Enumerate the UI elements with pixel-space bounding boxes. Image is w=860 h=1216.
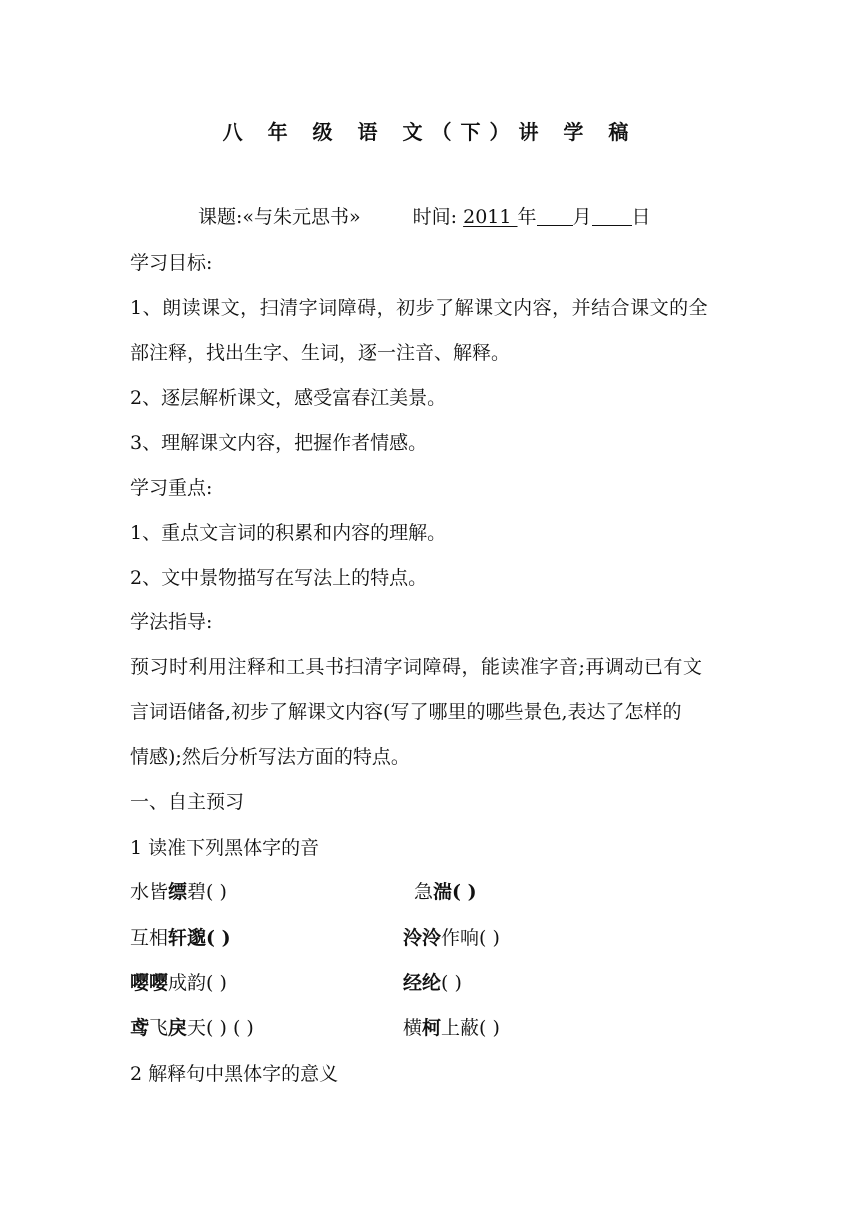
pronunciation-item: 经纶( ) xyxy=(403,972,462,994)
goals-heading: 学习目标: xyxy=(130,252,213,274)
pronunciation-item: 泠泠作响( ) xyxy=(403,927,500,949)
pronunciation-item: 横柯上蔽( ) xyxy=(403,1017,500,1039)
month-blank xyxy=(537,207,573,226)
goal-1-line-2: 部注释，找出生字、生词，逐一注音、解释。 xyxy=(130,342,511,364)
goal-3: 3、理解课文内容，把握作者情感。 xyxy=(130,432,428,454)
question-1: 1 读准下列黑体字的音 xyxy=(130,837,320,859)
pronunciation-item: 鸢飞戾天( ) ( ) xyxy=(130,1017,254,1039)
pronunciation-item: 互相轩邈( ) xyxy=(130,927,231,949)
method-line-1: 预习时利用注释和工具书扫清字词障碍，能读准字音;再调动已有文 xyxy=(130,656,703,678)
method-heading: 学法指导: xyxy=(130,611,213,633)
pronunciation-item: 急湍( ) xyxy=(414,881,477,903)
question-2: 2 解释句中黑体字的意义 xyxy=(130,1063,339,1085)
pronunciation-item: 嘤嘤成韵( ) xyxy=(130,972,227,994)
pronunciation-item: 水皆缥碧( ) xyxy=(130,881,227,903)
method-line-3: 情感);然后分析写法方面的特点。 xyxy=(130,746,410,768)
preview-heading: 一、自主预习 xyxy=(130,791,245,813)
page-title: 八 年 级 语 文（下）讲 学 稿 xyxy=(222,120,638,144)
year-suffix: 年 xyxy=(517,206,537,228)
day-suffix: 日 xyxy=(631,206,651,228)
lesson-topic: 课题:«与朱元思书» xyxy=(198,206,361,228)
goal-1-line-1: 1、朗读课文，扫清字词障碍，初步了解课文内容，并结合课文的全 xyxy=(130,297,709,319)
goal-2: 2、逐层解析课文，感受富春江美景。 xyxy=(130,387,447,409)
key-point-1: 1、重点文言词的积累和内容的理解。 xyxy=(130,522,447,544)
lesson-meta xyxy=(198,205,651,229)
key-points-heading: 学习重点: xyxy=(130,477,213,499)
time-label: 时间: xyxy=(412,206,464,228)
key-point-2: 2、文中景物描写在写法上的特点。 xyxy=(130,567,428,589)
method-line-2: 言词语储备,初步了解课文内容(写了哪里的哪些景色,表达了怎样的 xyxy=(130,701,682,723)
year-value: 2011 xyxy=(463,206,518,228)
day-blank xyxy=(592,207,632,226)
month-suffix: 月 xyxy=(572,206,592,228)
